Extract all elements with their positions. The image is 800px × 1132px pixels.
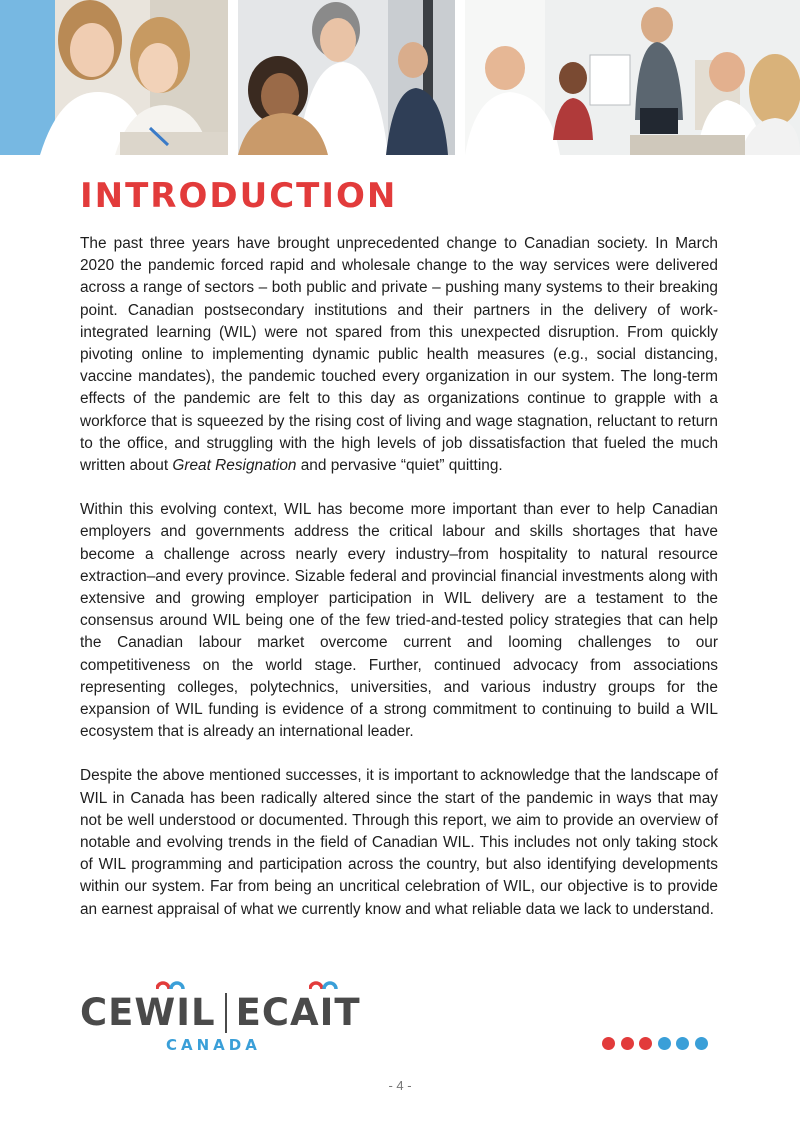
logo-word-ecait: ECAIT (235, 991, 361, 1034)
logo-word-cewil: CEWIL (80, 991, 216, 1034)
logo-divider (225, 993, 227, 1033)
paragraph-text: and pervasive “quiet” quitting. (296, 457, 503, 475)
team-meeting-photo (238, 0, 455, 155)
logo-wordmark (80, 993, 361, 1033)
logo-subtitle: CANADA (166, 1036, 261, 1054)
logo-arc-icon (309, 978, 339, 990)
logo-arc-icon (156, 978, 186, 990)
header-photo-strip (0, 0, 800, 155)
decorative-dot (658, 1037, 671, 1050)
decorative-dot (676, 1037, 689, 1050)
emphasized-term: Great Resignation (172, 457, 297, 475)
decorative-dot (602, 1037, 615, 1050)
intro-paragraph-3: Despite the above mentioned successes, it is important to acknowledge that the landscape of WIL in Canada has been radically altered since the start of the pandemic in ways that may not be well understood or documented. Through this report, we aim to provide an overview of notable and evolving trends in the field of Canadian WIL. This includes not only taking stock of WIL programming and participation across the country, but also identifying developments within our system. Far from being an uncritical celebration of WIL, our objective is to provide an earnest appraisal of what we currently know and what reliable data we lack to understand. (80, 767, 718, 918)
section-heading: INTRODUCTION (80, 176, 398, 216)
decorative-dot (695, 1037, 708, 1050)
decorative-dot (639, 1037, 652, 1050)
intro-paragraph-2: Within this evolving context, WIL has become more important than ever to help Canadian employers and governments address the critical labour and skills shortages that have become a challenge across nearly every industry–from hospitality to natural resource extraction–and every province. Sizable federal and provincial financial investments along with extensive and growing employer participation in WIL delivery are a testament to the consensus around WIL being one of the few tried-and-tested policy strategies that can help the Canadian labour market overcome current and looming challenges to our competitiveness on the world stage. Further, continued advocacy from associations representing colleges, polytechnics, universities, and various industry groups for the expansion of WIL funding is evidence of a strong commitment to continuing to build a WIL ecosystem that is already an international leader. (80, 501, 718, 741)
page-number: - 4 - (388, 1078, 412, 1093)
cewil-ecait-logo (80, 978, 365, 1058)
decorative-dots (602, 1037, 713, 1051)
decorative-dot (621, 1037, 634, 1050)
intro-paragraph-1 (80, 233, 718, 477)
body-text (80, 233, 718, 943)
students-studying-photo (0, 0, 228, 155)
workshop-photo (465, 0, 800, 155)
paragraph-text: The past three years have brought unprecedented change to Canadian society. In March 2020 the pandemic forced rapid and wholesale change to the way services were delivered across a range of sectors – both public and private – pushing many systems to their breaking point. Canadian postsecondary institutions and their partners in the delivery of work-integrated learning (WIL) were not spared from this unexpected disruption. From quickly pivoting online to implementing dynamic public health measures (e.g., social distancing, vaccine mandates), the pandemic touched every organization in our system. The long-term effects of the pandemic are felt to this day as organizations continue to grapple with a workforce that is squeezed by the rising cost of living and wage stagnation, reluctant to return to the office, and struggling with the high levels of job dissatisfaction that fueled the much written about (80, 235, 718, 475)
